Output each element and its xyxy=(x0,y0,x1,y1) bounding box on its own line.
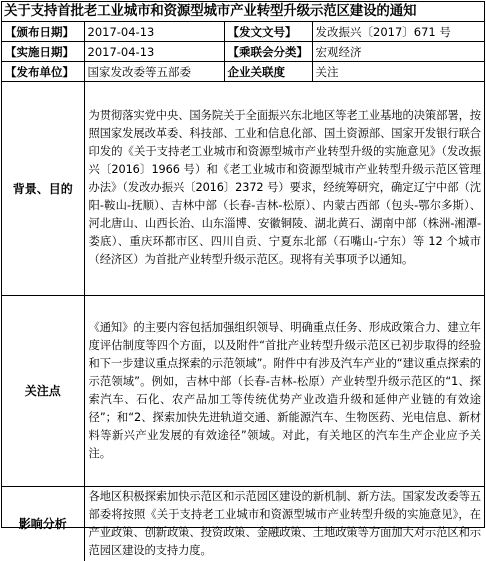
focus-text: 《通知》的主要内容包括加强组织领导、明确重点任务、形成政策合力、建立年度评估制度等四个方面，以及附件“首批产业转型升级示范区已初步取得的经验和下一步建议重点探索的示范领域”。附件中有涉及汽车产业的“建议重点探索的示范领域”。例如，吉林中部（长春-吉林-松原）产业转型升级示范区的“1、探索汽车、石化、农产品加工等传统优势产业改造升级和延伸产业链的有效途径”；和“2、探索加快先进轨道交通、新能源汽车、生物医药、光电信息、新材料等新兴产业发展的有效途径”领域。对此，有关地区的汽车生产企业应予关注。 xyxy=(84,295,484,486)
section-background xyxy=(2,82,484,295)
relevance-value: 关注 xyxy=(312,62,484,82)
document-title: 关于支持首批老工业城市和资源型城市产业转型升级示范区建设的通知 xyxy=(2,2,484,22)
policy-document xyxy=(1,1,485,557)
category-label: 【乘联会分类】 xyxy=(224,42,312,62)
issuer-value: 国家发改委等五部委 xyxy=(84,62,224,82)
background-text: 为贯彻落实党中央、国务院关于全面振兴东北地区等老工业基地的决策部署，按照国家发展改革委、科技部、工业和信息化部、国土资源部、国家开发银行联合印发的《关于支持老工业城市和资源型城市产业转型升级的实施意见》（发改振兴〔2016〕1966 号）和《老工业城市和资源型城市产业转型升级示范区管理办法》（发改办振兴〔2016〕2372 号）要求，经统筹研究，确定辽宁中部（沈阳-鞍山-抚顺）、吉林中部（长春-吉林-松原）、内蒙古西部（包头-鄂尔多斯）、河北唐山、山西长治、山东淄博、安徽铜陵、湖北黄石、湖南中部（株洲-湘潭-娄底）、重庆环都市区、四川自贡、宁夏东北部（石嘴山-宁东）等 12 个城市（经济区）为首批产业转型升级示范区。现将有关事项予以通知。 xyxy=(84,82,484,295)
impact-text: 各地区积极探索加快示范区和示范园区建设的新机制、新方法。国家发改委等五部委将按照《关于支持老工业城市和资源型城市产业转型升级的实施意见》，在产业政策、创新政策、投资政策、金融政策、土地政策等方面加大对示范区和示范园区建设的支持力度。 xyxy=(84,486,484,561)
category-value: 宏观经济 xyxy=(312,42,484,62)
effective-date-label: 【实施日期】 xyxy=(2,42,84,62)
relevance-label: 企业关联度 xyxy=(224,62,312,82)
doc-number-value: 发改振兴〔2017〕671 号 xyxy=(312,22,484,42)
publish-date-value: 2017-04-13 xyxy=(84,22,224,42)
section-impact xyxy=(2,486,484,561)
metadata-row xyxy=(2,22,484,42)
impact-label: 影响分析 xyxy=(2,486,84,561)
focus-label: 关注点 xyxy=(2,295,84,486)
doc-number-label: 【发文文号】 xyxy=(224,22,312,42)
content-table xyxy=(2,82,484,561)
publish-date-label: 【颁布日期】 xyxy=(2,22,84,42)
issuer-label: 【发布单位】 xyxy=(2,62,84,82)
background-label: 背景、目的 xyxy=(2,82,84,295)
section-focus xyxy=(2,295,484,486)
metadata-table xyxy=(2,22,484,82)
metadata-row xyxy=(2,62,484,82)
metadata-row xyxy=(2,42,484,62)
effective-date-value: 2017-04-13 xyxy=(84,42,224,62)
